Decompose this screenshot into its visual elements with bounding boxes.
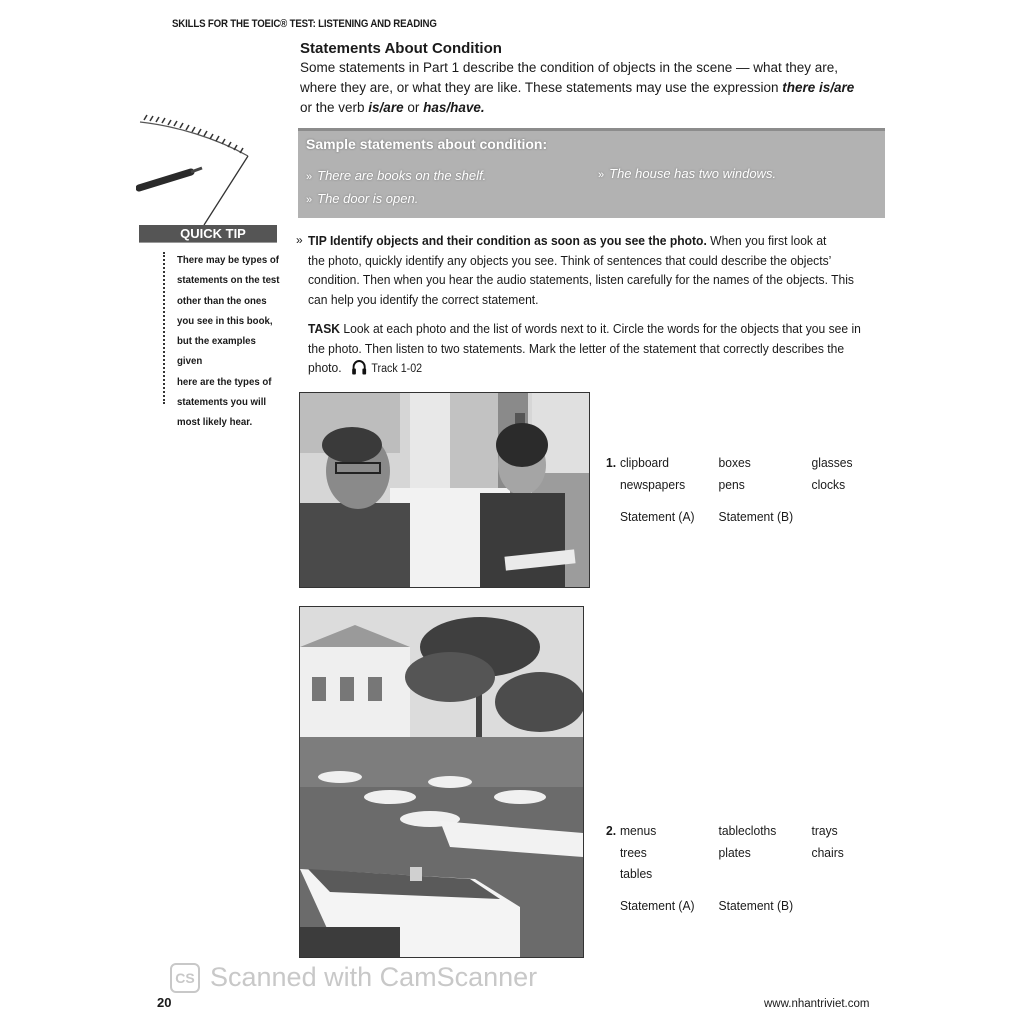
sample-item: » There are books on the shelf.: [306, 168, 487, 183]
word-option[interactable]: plates: [718, 845, 751, 860]
question-number: 1.: [606, 455, 617, 470]
intro-line-3: or the verb is/are or has/have.: [300, 100, 485, 115]
statement-a-option[interactable]: Statement (A): [619, 509, 695, 524]
tip-line: the photo, quickly identify any objects you see. Think of sentences that could describe the objects’: [308, 252, 832, 268]
quick-tip-text: There may be types of statements on the test other than the ones you see in this book, but the examples given here are the types of statements you will most likely hear.: [177, 254, 280, 429]
task-line: the photo. Then listen to two statements. Mark the letter of the statement that correctly describes the: [308, 340, 845, 356]
quick-tip-header: [139, 225, 277, 242]
word-option[interactable]: newspapers: [619, 477, 686, 492]
photo-1-interview: [299, 392, 590, 588]
publisher-site: www.nhantriviet.com: [764, 998, 870, 1010]
section-title: Statements About Condition: [300, 40, 502, 57]
watermark-text: Scanned with CamScanner: [210, 962, 538, 992]
statement-a-option[interactable]: Statement (A): [619, 898, 695, 913]
sample-title: Sample statements about condition:: [306, 136, 548, 152]
tip-chevron: »: [296, 233, 303, 247]
question-number: 2.: [606, 823, 617, 838]
tip-line: condition. Then when you hear the audio statements, listen carefully for the names of the objects. This: [308, 272, 854, 287]
word-option[interactable]: boxes: [718, 455, 751, 470]
statement-b-option[interactable]: Statement (B): [718, 898, 794, 913]
tip-line: can help you identify the correct statement.: [308, 291, 539, 307]
word-option[interactable]: chairs: [811, 845, 844, 860]
photo-2-outdoor-cafe: [299, 606, 584, 958]
statement-b-option[interactable]: Statement (B): [718, 509, 794, 524]
word-option[interactable]: tablecloths: [718, 823, 777, 838]
camscanner-watermark: [170, 962, 537, 993]
word-option[interactable]: pens: [718, 477, 745, 492]
intro-line-1: Some statements in Part 1 describe the condition of objects in the scene — what they are,: [300, 60, 839, 75]
word-option[interactable]: trees: [619, 845, 647, 860]
tip-line: TIP Identify objects and their condition as soon as you see the photo. When you first look at: [308, 233, 827, 248]
task-paragraph: [308, 319, 908, 380]
camscanner-logo-icon: CS: [170, 963, 200, 993]
word-option[interactable]: clipboard: [619, 455, 670, 470]
intro-line-2: where they are, or what they are like. These statements may use the expression there is/are: [300, 80, 855, 95]
question-1: [606, 455, 904, 535]
sample-item: » The house has two windows.: [598, 166, 777, 181]
word-option[interactable]: tables: [619, 866, 653, 881]
quick-tip-label: QUICK TIP: [180, 226, 246, 241]
running-header: SKILLS FOR THE TOEIC® TEST: LISTENING AND READING: [172, 18, 437, 30]
page-number: 20: [157, 995, 172, 1010]
word-option[interactable]: clocks: [811, 477, 846, 492]
section-intro: [300, 58, 885, 118]
dotted-rule: [163, 252, 169, 404]
task-line: photo. Track 1-02: [308, 360, 423, 375]
word-option[interactable]: glasses: [811, 455, 853, 470]
sample-item: » The door is open.: [306, 191, 419, 206]
sample-statements-box: [298, 128, 885, 218]
task-line: TASK Look at each photo and the list of words next to it. Circle the words for the objects that you see in: [308, 321, 861, 336]
word-option[interactable]: menus: [619, 823, 657, 838]
track-label: Track 1-02: [371, 363, 423, 375]
word-option[interactable]: trays: [811, 823, 838, 838]
headphones-icon: [351, 359, 368, 375]
question-2: [606, 823, 904, 923]
notebook-pen-illustration: [136, 108, 286, 228]
tip-paragraph: [296, 231, 894, 309]
